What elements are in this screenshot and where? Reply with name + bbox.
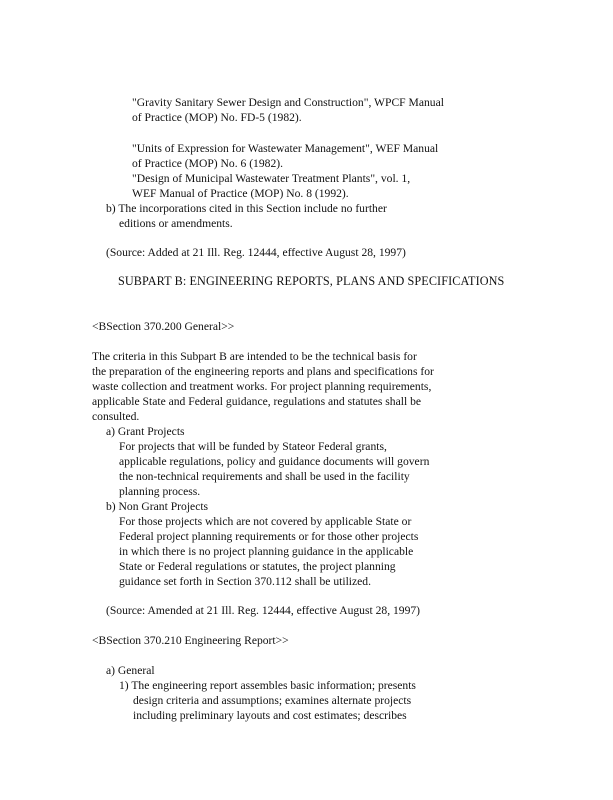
paragraph-line: Federal project planning requirements or for those other projects [119,530,419,543]
paragraph-line: consulted. [92,410,140,423]
subpart-heading: SUBPART B: ENGINEERING REPORTS, PLANS AND SPECIFICATIONS [118,274,505,288]
paragraph-line: guidance set forth in Section 370.112 shall be utilized. [119,575,371,588]
paragraph-line: including preliminary layouts and cost estimates; describes [133,709,407,722]
paragraph-line: applicable State and Federal guidance, regulations and statutes shall be [92,395,422,408]
section-title: <BSection 370.210 Engineering Report>> [92,634,289,647]
source-note: (Source: Amended at 21 Ill. Reg. 12444, effective August 28, 1997) [106,604,421,617]
paragraph-line: in which there is no project planning guidance in the applicable [119,545,414,558]
paragraph-line: For those projects which are not covered by applicable State or [119,515,412,528]
paragraph-line: applicable regulations, policy and guidance documents will govern [119,455,430,468]
paragraph-line: the non-technical requirements and shall be used in the facility [119,470,410,483]
paragraph-line: State or Federal regulations or statutes, the project planning [119,560,396,573]
paragraph-line: design criteria and assumptions; examines alternate projects [133,694,412,707]
reference-line: "Design of Municipal Wastewater Treatment Plants", vol. 1, [132,172,411,185]
reference-line: "Gravity Sanitary Sewer Design and Construction", WPCF Manual [132,96,444,109]
reference-line: of Practice (MOP) No. FD-5 (1982). [132,111,302,124]
subsection-label: a) Grant Projects [106,425,185,438]
paragraph-line: For projects that will be funded by Stateor Federal grants, [119,440,387,453]
subsection-label: a) General [106,664,155,677]
paragraph-line: waste collection and treatment works. For project planning requirements, [92,380,432,393]
item-b-line: editions or amendments. [119,217,233,230]
subsection-label: b) Non Grant Projects [106,500,209,513]
paragraph-line: The criteria in this Subpart B are intended to be the technical basis for [92,350,417,363]
section-title: <BSection 370.200 General>> [92,320,235,333]
paragraph-line: 1) The engineering report assembles basic information; presents [119,679,416,692]
reference-line: "Units of Expression for Wastewater Management", WEF Manual [132,142,439,155]
reference-line: of Practice (MOP) No. 6 (1982). [132,157,284,170]
item-b-line: b) The incorporations cited in this Section include no further [106,202,387,215]
source-note: (Source: Added at 21 Ill. Reg. 12444, effective August 28, 1997) [106,246,406,259]
paragraph-line: the preparation of the engineering reports and plans and specifications for [92,365,434,378]
reference-line: WEF Manual of Practice (MOP) No. 8 (1992). [132,187,349,200]
paragraph-line: planning process. [119,485,201,498]
